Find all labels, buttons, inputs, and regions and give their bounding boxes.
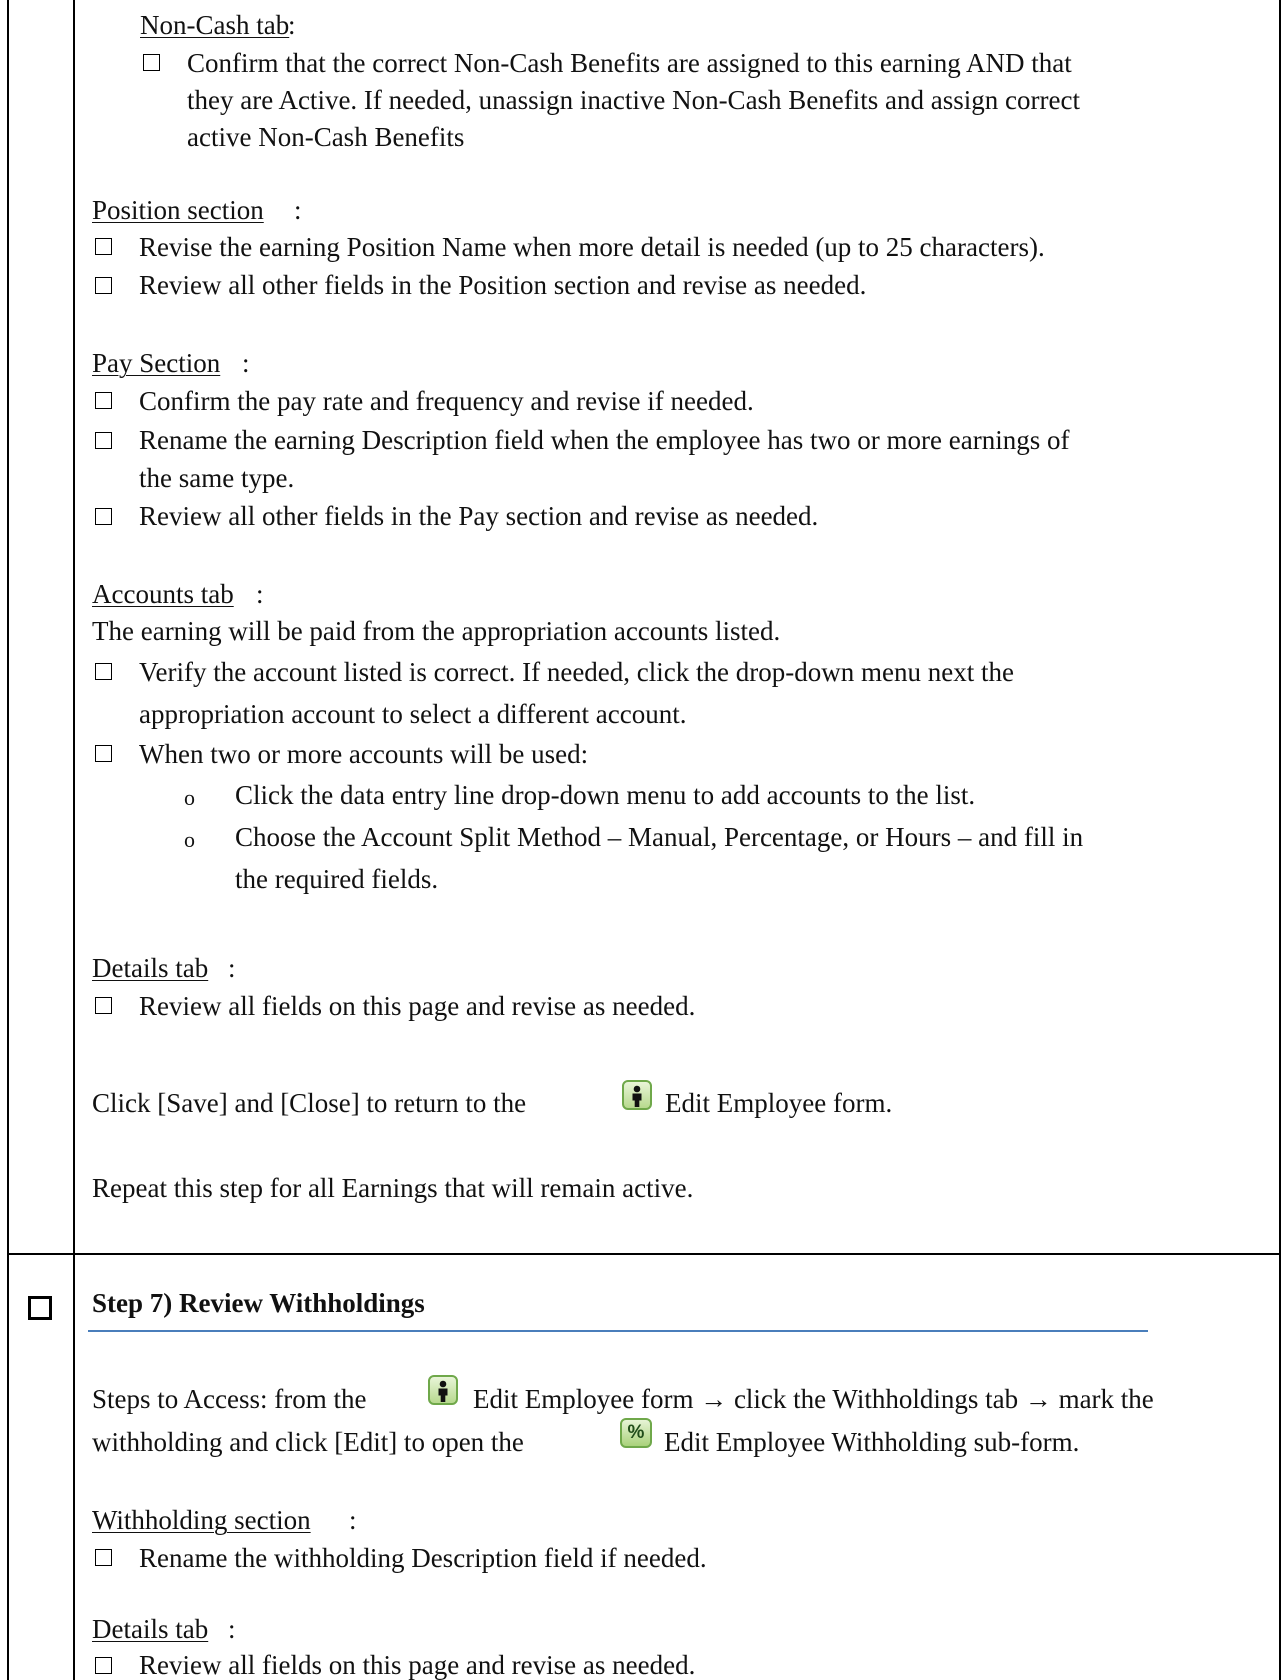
position-checkbox-1[interactable] bbox=[95, 238, 112, 255]
noncash-heading: Non-Cash tab bbox=[140, 10, 290, 40]
details-heading-colon: : bbox=[228, 953, 236, 983]
accounts-heading: Accounts tab bbox=[92, 579, 234, 609]
step7-title-rule bbox=[88, 1330, 1148, 1332]
step7-checkbox[interactable] bbox=[28, 1296, 52, 1320]
step7-details-heading: Details tab bbox=[92, 1614, 209, 1644]
withholding-checkbox-1[interactable] bbox=[95, 1549, 112, 1566]
pay-heading-colon: : bbox=[242, 348, 250, 378]
accounts-sub-bullet-1: o bbox=[184, 785, 195, 810]
step7-access-line2-after: Edit Employee Withholding sub-form. bbox=[664, 1427, 1080, 1457]
noncash-checkbox[interactable] bbox=[143, 54, 160, 71]
pay-item-1: Confirm the pay rate and frequency and revise if needed. bbox=[139, 386, 754, 416]
pay-heading: Pay Section bbox=[92, 348, 221, 378]
table-column-divider bbox=[73, 0, 75, 1680]
employee-icon bbox=[428, 1375, 458, 1405]
accounts-sub-item-2-line2: the required fields. bbox=[235, 864, 439, 894]
step7-details-heading-colon: : bbox=[228, 1614, 236, 1644]
noncash-heading-colon: : bbox=[288, 10, 296, 40]
position-item-1: Revise the earning Position Name when more detail is needed (up to 25 characters). bbox=[139, 232, 1045, 262]
pay-item-2-line2: the same type. bbox=[139, 463, 295, 493]
accounts-sub-item-1: Click the data entry line drop-down menu to add accounts to the list. bbox=[235, 780, 976, 810]
withholding-heading-colon: : bbox=[349, 1505, 357, 1535]
position-heading: Position section bbox=[92, 195, 264, 225]
pay-checkbox-3[interactable] bbox=[95, 508, 112, 525]
step7-access-line1-before: Steps to Access: from the bbox=[92, 1384, 367, 1414]
details-heading: Details tab bbox=[92, 953, 209, 983]
repeat-instruction: Repeat this step for all Earnings that will remain active. bbox=[92, 1173, 694, 1203]
pay-item-3: Review all other fields in the Pay section and revise as needed. bbox=[139, 501, 819, 531]
position-heading-colon: : bbox=[294, 195, 302, 225]
step7-access-line2-before: withholding and click [Edit] to open the bbox=[92, 1427, 524, 1457]
withholding-item-1: Rename the withholding Description field if needed. bbox=[139, 1543, 707, 1573]
pay-checkbox-1[interactable] bbox=[95, 392, 112, 409]
step7-title: Step 7) Review Withholdings bbox=[92, 1288, 425, 1318]
noncash-item-line3: active Non-Cash Benefits bbox=[187, 122, 465, 152]
accounts-heading-colon: : bbox=[256, 579, 264, 609]
accounts-item-1-line2: appropriation account to select a different account. bbox=[139, 699, 687, 729]
save-instruction-after: Edit Employee form. bbox=[665, 1088, 893, 1118]
percent-icon: % bbox=[620, 1418, 652, 1448]
noncash-item-line2: they are Active. If needed, unassign inactive Non-Cash Benefits and assign correct bbox=[187, 85, 1080, 115]
accounts-checkbox-2[interactable] bbox=[95, 745, 112, 762]
position-checkbox-2[interactable] bbox=[95, 277, 112, 294]
table-border-left bbox=[7, 0, 9, 1680]
details-checkbox-1[interactable] bbox=[95, 997, 112, 1014]
details-item-1: Review all fields on this page and revise as needed. bbox=[139, 991, 696, 1021]
save-instruction-before: Click [Save] and [Close] to return to the bbox=[92, 1088, 527, 1118]
accounts-item-1-line1: Verify the account listed is correct. If needed, click the drop-down menu next the bbox=[139, 657, 1014, 687]
accounts-sub-item-2-line1: Choose the Account Split Method – Manual, Percentage, or Hours – and fill in bbox=[235, 822, 1084, 852]
withholding-heading: Withholding section bbox=[92, 1505, 311, 1535]
employee-icon bbox=[622, 1080, 652, 1110]
table-row-divider bbox=[7, 1253, 1281, 1255]
step7-details-checkbox-1[interactable] bbox=[95, 1657, 112, 1674]
accounts-checkbox-1[interactable] bbox=[95, 663, 112, 680]
step7-details-item-1: Review all fields on this page and revise as needed. bbox=[139, 1650, 696, 1680]
accounts-sub-bullet-2: o bbox=[184, 827, 195, 852]
pay-item-2-line1: Rename the earning Description field when the employee has two or more earnings of bbox=[139, 425, 1070, 455]
position-item-2: Review all other fields in the Position section and revise as needed. bbox=[139, 270, 867, 300]
accounts-intro: The earning will be paid from the appropriation accounts listed. bbox=[92, 616, 781, 646]
noncash-item-line1: Confirm that the correct Non-Cash Benefits are assigned to this earning AND that bbox=[187, 48, 1072, 78]
step7-access-line1-after: Edit Employee form → click the Withholdings tab → mark the bbox=[473, 1384, 1154, 1414]
accounts-item-2: When two or more accounts will be used: bbox=[139, 739, 589, 769]
pay-checkbox-2[interactable] bbox=[95, 432, 112, 449]
